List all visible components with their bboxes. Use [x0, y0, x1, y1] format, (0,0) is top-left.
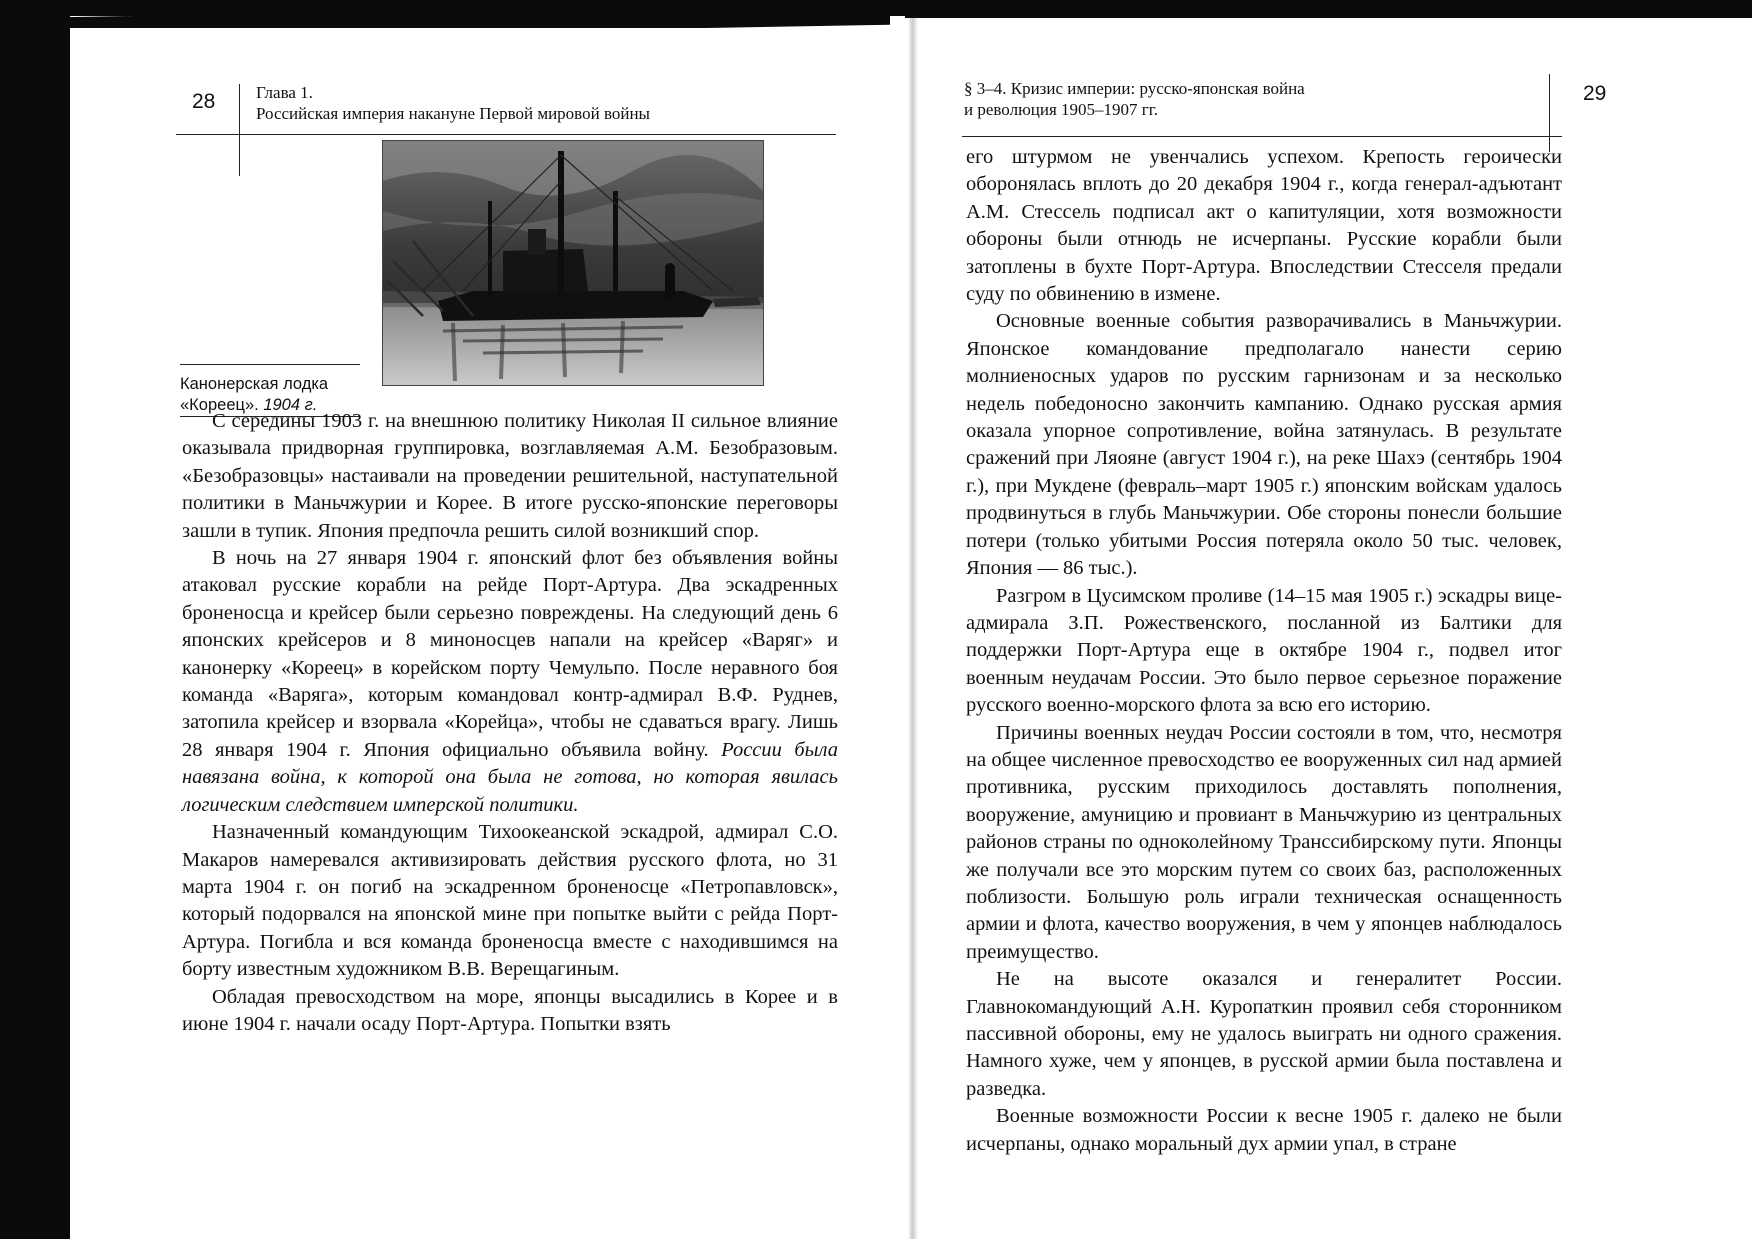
- paragraph: Не на высоте оказался и генералитет России. Главнокомандующий А.Н. Куропаткин проявил себя сторонником пассивной обороны, ему не удалось выиграть ни одного сражения. Намного хуже, чем у японцев, в русской армии была поставлена и разведка.: [966, 968, 1562, 1100]
- paragraph: Обладая превосходством на море, японцы высадились в Корее и в июне 1904 г. начали осаду Порт-Артура. Попытки взять: [182, 985, 838, 1035]
- gunboat-photo-image: [383, 141, 763, 385]
- paragraph: [182, 545, 838, 819]
- scan-left-edge: [0, 0, 70, 1239]
- right-page-body: [966, 144, 1562, 1158]
- paragraph: Разгром в Цусимском проливе (14–15 мая 1905 г.) эскадры вице-адмирала З.П. Рожественского, посланной из Балтики для поддержки Порт-Артура еще в октябре 1904 г., подвел итог военным неудачам России. Это было первое серьезное поражение русского военно-морского флота за всю его историю.: [966, 584, 1562, 717]
- paragraph: Назначенный командующим Тихоокеанской эскадрой, адмирал С.О. Макаров намеревался активизировать действия русского флота, но 31 марта 1904 г. он погиб на эскадренном броненосце «Петропавловск», который подорвался на японской мине при попытке выйти с рейда Порт-Артура. Погибла и вся команда броненосца вместе с находившимся на борту известным художником В.В. Верещагиным.: [182, 821, 838, 981]
- section-title-line-1: § 3–4. Кризис империи: русско-японская война: [964, 79, 1305, 98]
- header-vertical-rule: [1549, 74, 1550, 152]
- header-rule: [176, 134, 836, 135]
- paragraph: Причины военных неудач России состояли в том, что, несмотря на общее численное превосходство ее вооруженных сил над армией противника, русским приходилось доставлять пополнения, вооружение, амуницию и провиант в Маньчжурию из центральных районов страны по одноколейному Транссибирскому пути. Японцы же получали все это морским путем со своих баз, расположенных поблизости. Большую роль играли техническая оснащенность армии и флота, качество вооружения, в чем у японцев наблюдалось преимущество.: [966, 721, 1562, 963]
- section-title-line-2: и революция 1905–1907 гг.: [964, 100, 1159, 119]
- paragraph-text: В ночь на 27 января 1904 г. японский флот без объявления войны атаковал русские корабли на рейде Порт-Артура. Два эскадренных броненосца и крейсер были серьезно повреждены. На следующий день 6 японских крейсеров и 8 миноносцев напали на крейсер «Варяг» и канонерку «Кореец» в корейском порту Чемульпо. После неравного боя команда «Варяга», которым командовал контр-адмирал В.Ф. Руднев, затопила крейсер и взорвала «Корейца», чтобы не сдаваться врагу. Лишь 28 января 1904 г. Япония официально объявила войну.: [182, 547, 838, 761]
- left-page: [70, 28, 906, 1239]
- section-running-head: [964, 78, 1305, 120]
- scan-top-shadow-right: [905, 8, 1752, 18]
- caption-line-1: Канонерская лодка: [180, 375, 329, 393]
- right-page: [918, 18, 1752, 1239]
- left-page-body: [182, 408, 838, 1038]
- paragraph: С середины 1903 г. на внешнюю политику Николая II сильное влияние оказывала придворная группировка, возглавляемая А.М. Безобразовым. «Безобразовцы» настаивали на проведении решительной, наступательной политики в Маньчжурии и Корее. В итоге русско-японские переговоры зашли в тупик. Япония предпочла решить силой возникший спор.: [182, 410, 838, 542]
- chapter-number: Глава 1.: [256, 83, 313, 102]
- paragraph: его штурмом не увенчались успехом. Крепость героически оборонялась вплоть до 20 декабря 1904 г., когда генерал-адъютант А.М. Стессель подписал акт о капитуляции, хотя возможности обороны были отнюдь не исчерпаны. Русские корабли были затоплены в бухте Порт-Артура. Впоследствии Стесселя предали суду по обвинению в измене.: [966, 146, 1562, 306]
- paragraph: Основные военные события разворачивались в Маньчжурии. Японское командование предполагало нанести серию молниеносных ударов по русским гарнизонам и за несколько недель победоносно закончить кампанию. Однако русская армия оказала упорное сопротивление, война затянулась. В результате сражений при Ляояне (август 1904 г.), на реке Шахэ (сентябрь 1904 г.), при Мукдене (февраль–март 1905 г.) японским войскам удалось продвинуться в глубь Маньчжурии. Обе стороны понесли большие потери (только убитыми Россия потеряла около 50 тыс. человек, Япония — 86 тыс.).: [966, 310, 1562, 580]
- caption-year: 1904 г.: [263, 396, 318, 414]
- chapter-title: Российская империя накануне Первой мировой войны: [256, 104, 650, 123]
- book-gutter: [908, 18, 918, 1239]
- left-page-number: 28: [192, 90, 216, 113]
- header-rule: [962, 136, 1562, 137]
- gunboat-photo: [382, 140, 764, 386]
- paragraph: Военные возможности России к весне 1905 г. далеко не были исчерпаны, однако моральный дух армии упал, в стране: [966, 1105, 1562, 1155]
- right-page-number: 29: [1583, 82, 1607, 105]
- header-vertical-rule: [239, 84, 240, 176]
- caption-rule-top: [180, 364, 360, 365]
- paragraph-emphasis: России была навязана война, к которой она была не готова, но которая явилась логическим следствием имперской политики.: [182, 738, 838, 816]
- caption-line-2: «Кореец».: [180, 396, 259, 414]
- chapter-running-head: [256, 82, 650, 124]
